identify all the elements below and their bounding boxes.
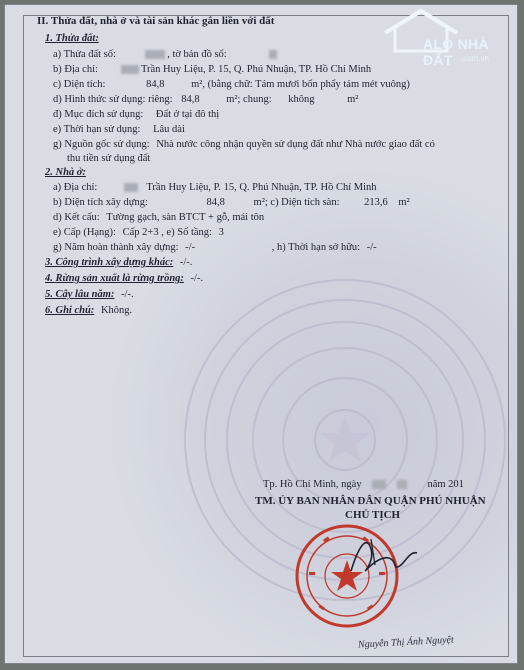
house-a-row: [53, 182, 377, 194]
land-a-mid: , tờ bản đồ số:: [167, 49, 227, 60]
redacted-parcel-number: [145, 50, 165, 59]
house-d-value: Tường gạch, sàn BTCT + gỗ, mái tôn: [106, 212, 265, 223]
land-g-value2: thu tiền sử dụng đất: [67, 153, 151, 164]
item6-label: 6. Ghi chú:: [45, 305, 95, 316]
house-g-row: [53, 242, 377, 254]
land-g-value1: Nhà nước công nhận quyền sử dụng đất như Nhà nước giao đất có: [156, 139, 435, 150]
land-b-row: [53, 64, 371, 76]
item3-label: 3. Công trình xây dựng khác:: [45, 257, 174, 268]
land-b-label: b) Địa chỉ:: [53, 64, 98, 75]
house-b-floor: 213,6: [364, 197, 388, 208]
handwritten-signature-icon: [341, 525, 431, 585]
house-e-label: e) Cấp (Hạng):: [53, 227, 116, 238]
item5-row: [45, 289, 134, 301]
land-d-private: 84,8: [181, 94, 200, 105]
house-e-row: [53, 227, 224, 239]
certificate-page: [4, 4, 518, 664]
house-b-unit: m²: [398, 197, 410, 208]
alonhadat-logo: [377, 5, 517, 69]
house-g-label: g) Năm hoàn thành xây dựng:: [53, 242, 179, 253]
item5-value: -/-.: [121, 289, 134, 300]
redacted-house-number: [121, 65, 139, 74]
land-d-row: [53, 94, 358, 106]
issuing-authority: TM. ỦY BAN NHÂN DÂN QUẬN PHÚ NHUẬN: [255, 495, 486, 507]
house-g-value: -/-: [185, 242, 196, 253]
land-b-value: Trần Huy Liệu, P. 15, Q. Phú Nhuận, TP. Hồ Chí Minh: [140, 64, 372, 75]
signer-name: Nguyễn Thị Ánh Nguyệt: [357, 634, 455, 651]
land-d-mid: m²; chung:: [226, 94, 272, 105]
land-g-row: [53, 139, 435, 151]
house-b-row: [53, 197, 410, 209]
redacted-map-number: [269, 50, 277, 59]
house-e-value: Cấp 2+3: [122, 227, 159, 238]
land-g-label: g) Nguồn gốc sử dụng:: [53, 139, 150, 150]
house-h-value: -/-: [366, 242, 377, 253]
land-e-label: e) Thời hạn sử dụng:: [53, 124, 141, 135]
land-c-label: c) Diện tích:: [53, 79, 106, 90]
logo-domain: .com.vn: [461, 54, 490, 63]
house-d-row: [53, 212, 264, 224]
house-b-mid: m²; c) Diện tích sàn:: [253, 197, 340, 208]
land-heading: 1. Thửa đất:: [45, 33, 99, 44]
redacted-house-address: [124, 183, 138, 192]
redacted-month: [397, 480, 407, 489]
land-c-value: 84,8: [146, 79, 165, 90]
item3-value: -/-.: [179, 257, 193, 268]
land-d-unit: m²: [347, 94, 359, 105]
item6-value: Không.: [100, 305, 133, 316]
house-h-label: , h) Thời hạn sở hữu:: [271, 242, 361, 253]
land-e-value: Lâu dài: [153, 124, 185, 135]
land-dd-row: [53, 109, 219, 121]
year-label: năm 201: [427, 479, 464, 490]
logo-brand: ALO NHÀ ĐẤT: [423, 36, 489, 68]
house-a-label: a) Địa chỉ:: [53, 182, 98, 193]
land-e-row: [53, 124, 185, 136]
place-date-row: [263, 479, 464, 491]
land-a-label: a) Thửa đất số:: [53, 49, 116, 60]
land-d-label: d) Hình thức sử dụng: riêng:: [53, 94, 173, 105]
item6-row: [45, 305, 132, 317]
redacted-day: [372, 480, 386, 489]
house-b-value: 84,8: [206, 197, 225, 208]
house-e-mid: , e) Số tầng:: [161, 227, 212, 238]
land-dd-label: đ) Mục đích sử dụng:: [53, 109, 144, 120]
item4-label: 4. Rừng sản xuất là rừng trồng:: [45, 273, 184, 284]
signer-title: CHỦ TỊCH: [345, 509, 401, 521]
item4-value: -/-.: [190, 273, 204, 284]
place-date-prefix: Tp. Hồ Chí Minh, ngày: [263, 479, 362, 490]
house-heading: 2. Nhà ở:: [45, 167, 86, 178]
house-d-label: d) Kết cấu:: [53, 212, 100, 223]
land-c-row: [53, 79, 410, 91]
land-a-row: [53, 49, 277, 61]
item3-row: [45, 257, 192, 269]
house-a-value: Trần Huy Liệu, P. 15, Q. Phú Nhuận, TP. Hồ Chí Minh: [146, 182, 377, 193]
land-d-shared: không: [288, 94, 315, 105]
house-b-label: b) Diện tích xây dựng:: [53, 197, 148, 208]
land-c-unit: m², (bằng chữ: Tám mươi bốn phẩy tám mét vuông): [191, 79, 410, 90]
house-e-floors: 3: [218, 227, 224, 238]
item4-row: [45, 273, 203, 285]
item5-label: 5. Cây lâu năm:: [45, 289, 115, 300]
section-title: II. Thửa đất, nhà ở và tài sản khác gắn liền với đất: [37, 15, 275, 27]
land-dd-value: Đất ở tại đô thị: [155, 109, 220, 120]
